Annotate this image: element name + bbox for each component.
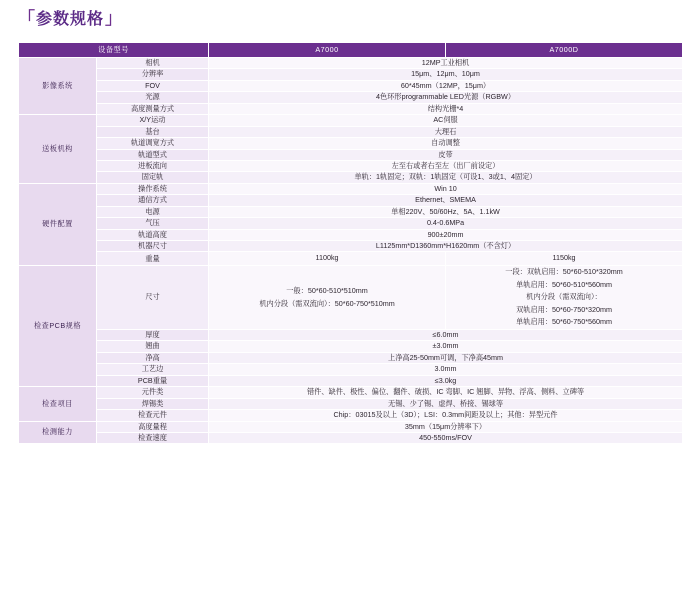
row-label: 固定轨 bbox=[97, 172, 209, 183]
row-value: 皮带 bbox=[209, 149, 683, 160]
row-label: 轨道调宽方式 bbox=[97, 138, 209, 149]
group-label-1: 影像系统 bbox=[19, 58, 97, 115]
table-row bbox=[19, 432, 683, 443]
row-label: 翘曲 bbox=[97, 341, 209, 352]
row-label: 高度量程 bbox=[97, 421, 209, 432]
row-label: 操作系统 bbox=[97, 183, 209, 194]
row-value: 左至右或者右至左（出厂前设定） bbox=[209, 160, 683, 171]
table-row bbox=[19, 364, 683, 375]
page-title-text: 参数规格 bbox=[36, 11, 105, 28]
table-row bbox=[19, 352, 683, 363]
row-value: ±3.0mm bbox=[209, 341, 683, 352]
row-value: 4色环形programmable LED光源（RGBW） bbox=[209, 92, 683, 103]
row-value: 15μm、12μm、10μm bbox=[209, 69, 683, 80]
row-label: 气压 bbox=[97, 218, 209, 229]
row-value: Ethernet、SMEMA bbox=[209, 195, 683, 206]
row-value: 60*45mm（12MP，15μm） bbox=[209, 80, 683, 91]
header-model: 设备型号 bbox=[19, 43, 209, 58]
group-label-2: 送板机构 bbox=[19, 115, 97, 184]
row-value: L1125mm*D1360mm*H1620mm（不含灯） bbox=[209, 241, 683, 252]
row-value: 自动调整 bbox=[209, 138, 683, 149]
row-value: 结构光栅*4 bbox=[209, 103, 683, 114]
row-label: 通信方式 bbox=[97, 195, 209, 206]
table-row bbox=[19, 160, 683, 171]
row-value: ≤6.0mm bbox=[209, 330, 683, 341]
group-label-3: 硬件配置 bbox=[19, 183, 97, 265]
row-value-a7000: 一般：50*60-510*510mm 机内分段（需双流向）：50*60-750*510mm bbox=[209, 266, 446, 330]
row-value: 上净高25-50mm可调，下净高45mm bbox=[209, 352, 683, 363]
row-value: AC伺服 bbox=[209, 115, 683, 126]
row-label: 轨道高度 bbox=[97, 229, 209, 240]
header-a7000d: A7000D bbox=[446, 43, 683, 58]
row-label: 电源 bbox=[97, 206, 209, 217]
table-row bbox=[19, 69, 683, 80]
table-row bbox=[19, 115, 683, 126]
row-label: 高度测量方式 bbox=[97, 103, 209, 114]
table-row bbox=[19, 206, 683, 217]
row-value: 900±20mm bbox=[209, 229, 683, 240]
table-row bbox=[19, 252, 683, 266]
table-row bbox=[19, 266, 683, 330]
table-row bbox=[19, 103, 683, 114]
row-value: ≤3.0kg bbox=[209, 375, 683, 386]
table-row bbox=[19, 172, 683, 183]
row-label: 工艺边 bbox=[97, 364, 209, 375]
row-value: 0.4-0.6MPa bbox=[209, 218, 683, 229]
row-label: 元件类 bbox=[97, 387, 209, 398]
row-label: 检查元件 bbox=[97, 410, 209, 421]
row-label: 分辨率 bbox=[97, 69, 209, 80]
row-value: 12MP工业相机 bbox=[209, 58, 683, 69]
row-value: 大理石 bbox=[209, 126, 683, 137]
table-row bbox=[19, 241, 683, 252]
header-a7000: A7000 bbox=[209, 43, 446, 58]
table-row bbox=[19, 398, 683, 409]
row-label: 进板流向 bbox=[97, 160, 209, 171]
table-row bbox=[19, 149, 683, 160]
table-row bbox=[19, 183, 683, 194]
row-label: PCB重量 bbox=[97, 375, 209, 386]
table-row bbox=[19, 58, 683, 69]
row-label: 基台 bbox=[97, 126, 209, 137]
table-row bbox=[19, 341, 683, 352]
row-value: Chip：03015及以上（3D）；LSI：0.3mm间距及以上；其他：异型元件 bbox=[209, 410, 683, 421]
row-value: 无锡、少了锡、虚焊、桥接、锡球等 bbox=[209, 398, 683, 409]
group-label-4: 检查PCB规格 bbox=[19, 266, 97, 387]
table-row bbox=[19, 387, 683, 398]
row-label: X/Y运动 bbox=[97, 115, 209, 126]
row-label: 尺寸 bbox=[97, 266, 209, 330]
group-label-6: 检测能力 bbox=[19, 421, 97, 444]
table-row bbox=[19, 375, 683, 386]
row-value: Win 10 bbox=[209, 183, 683, 194]
row-value: 单轨：1轨固定；双轨：1轨固定（可设1、3或1、4固定） bbox=[209, 172, 683, 183]
table-row bbox=[19, 92, 683, 103]
table-row bbox=[19, 80, 683, 91]
table-row bbox=[19, 421, 683, 432]
row-value: 3.0mm bbox=[209, 364, 683, 375]
page-title bbox=[18, 10, 122, 28]
row-value: 错件、缺件、极性、偏位、翻件、破损、IC 弯脚、IC 翘脚、异物、浮高、侧料、立碑等 bbox=[209, 387, 683, 398]
row-label: 检查速度 bbox=[97, 432, 209, 443]
row-value-a7000: 1100kg bbox=[209, 252, 446, 266]
row-value: 单相220V、50/60Hz、5A、1.1kW bbox=[209, 206, 683, 217]
row-label: 焊锡类 bbox=[97, 398, 209, 409]
row-label: FOV bbox=[97, 80, 209, 91]
row-value: 450-550ms/FOV bbox=[209, 432, 683, 443]
group-label-5: 检查项目 bbox=[19, 387, 97, 421]
row-value-a7000d: 1150kg bbox=[446, 252, 683, 266]
table-row bbox=[19, 229, 683, 240]
row-value-a7000d: 一段：双轨启用：50*60-510*320mm 单轨启用：50*60-510*560mm 机内分段（需双流向）： 双轨启用：50*60-750*320mm 单轨启用：50*60-750*560mm bbox=[446, 266, 683, 330]
table-row bbox=[19, 330, 683, 341]
table-row bbox=[19, 195, 683, 206]
row-label: 机器尺寸 bbox=[97, 241, 209, 252]
row-label: 相机 bbox=[97, 58, 209, 69]
table-header-row bbox=[19, 43, 683, 58]
row-value: 35mm（15μm分辨率下） bbox=[209, 421, 683, 432]
table-row bbox=[19, 138, 683, 149]
row-label: 厚度 bbox=[97, 330, 209, 341]
table-row bbox=[19, 218, 683, 229]
table-row bbox=[19, 410, 683, 421]
row-label: 轨道型式 bbox=[97, 149, 209, 160]
row-label: 光源 bbox=[97, 92, 209, 103]
title-close-bracket: 」 bbox=[105, 9, 123, 28]
row-label: 净高 bbox=[97, 352, 209, 363]
row-label: 重量 bbox=[97, 252, 209, 266]
table-body bbox=[19, 58, 683, 444]
table-header bbox=[19, 43, 683, 58]
table-row bbox=[19, 126, 683, 137]
title-open-bracket: 「 bbox=[18, 9, 35, 28]
specification-table bbox=[18, 42, 683, 444]
